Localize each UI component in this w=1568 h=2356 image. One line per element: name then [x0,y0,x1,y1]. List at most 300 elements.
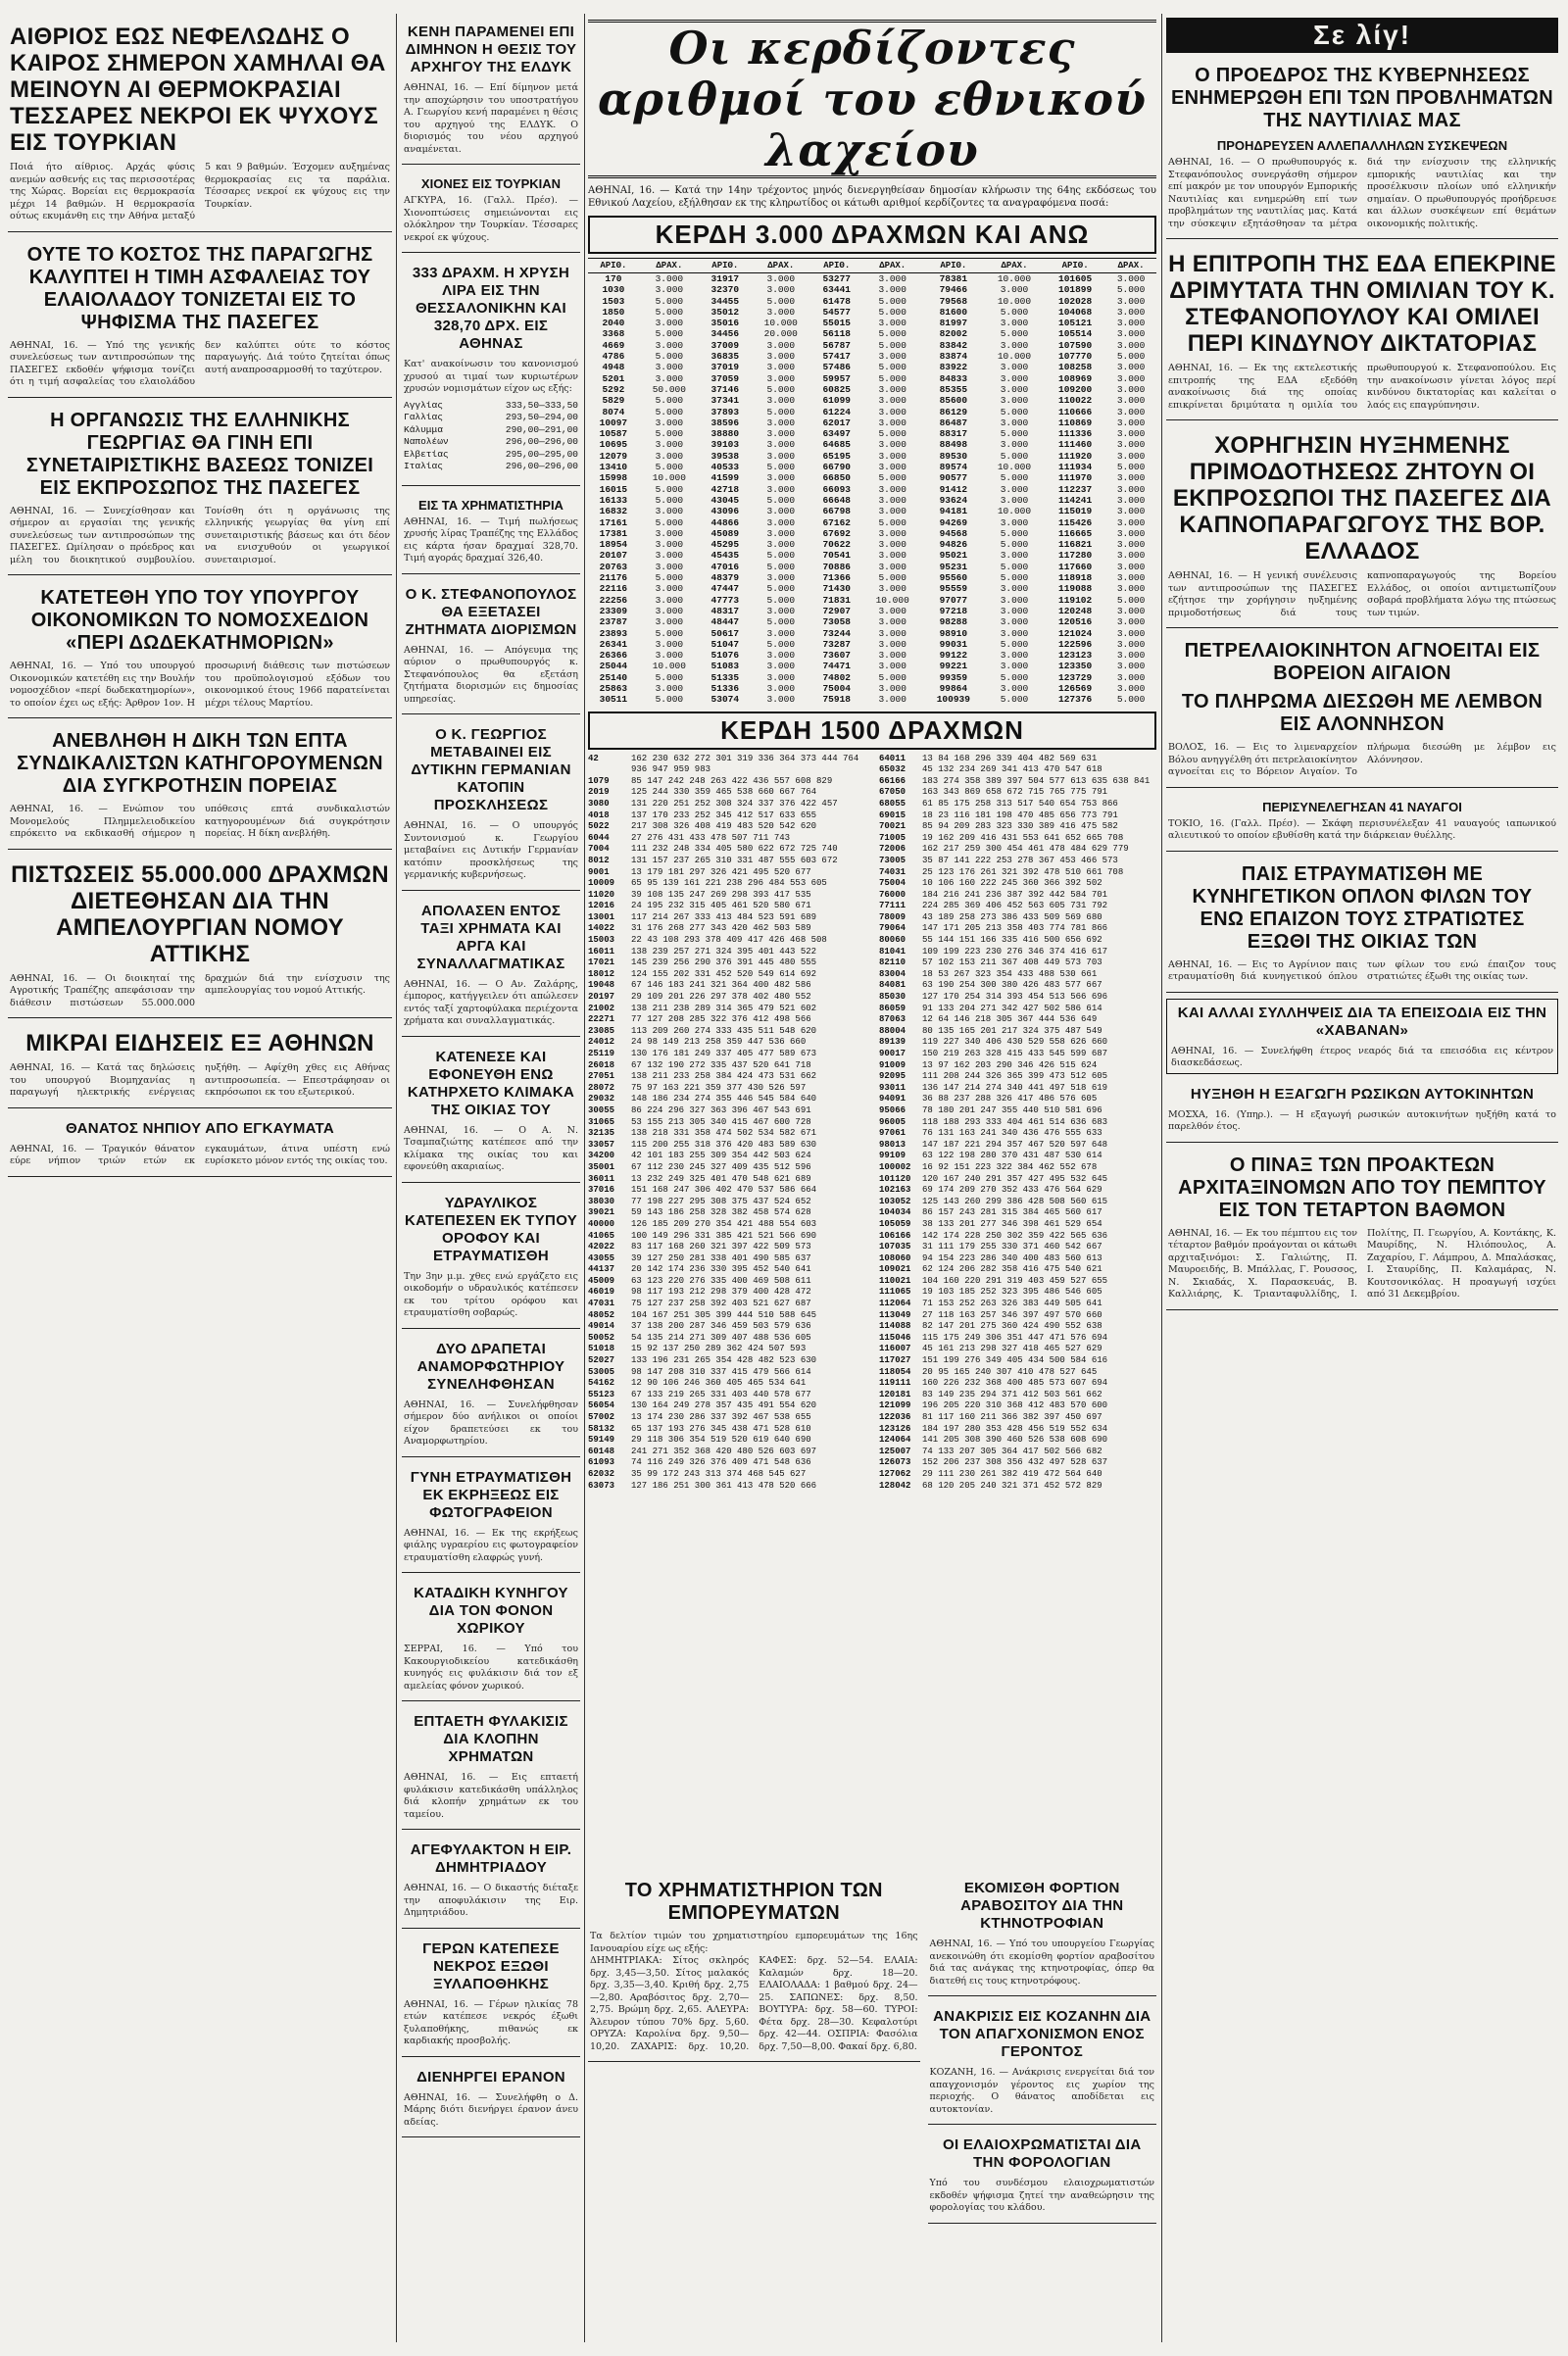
prize-amount: 3.000 [766,627,796,639]
commodities-column [588,1874,920,2230]
ticket-number: 51335 [710,671,740,683]
gold-rate-row: Ελβετίας 295,00—295,00 [404,448,578,460]
small-prize-numbers: 142 174 228 250 302 359 422 565 636 [922,1230,1108,1241]
small-prize-head: 115046 [879,1332,911,1343]
small-prize-numbers: 16 92 151 223 322 384 462 552 678 [922,1161,1098,1172]
small-prize-head: 119111 [879,1378,911,1389]
small-prize-numbers: 19 103 185 252 323 395 486 546 605 [922,1287,1102,1298]
small-prize-line [879,878,1156,890]
small-prize-line [879,1037,1156,1049]
ticket-number: 63441 [822,284,851,296]
prize-amount: 10.000 [763,318,798,329]
ticket-number: 79568 [939,295,968,307]
arrests-article [402,1335,580,1457]
small-prize-line [879,1004,1156,1015]
column-divider [1161,14,1162,2342]
prize-amount: 5.000 [1000,428,1029,440]
ticket-number: 37009 [710,339,740,351]
prize-amount: 10.000 [997,295,1032,307]
small-prize-numbers: 125 244 330 359 465 538 660 667 764 [631,787,817,798]
fall-article [402,1935,580,2057]
ticket-number: 83842 [939,339,968,351]
small-prize-line [588,1355,865,1367]
small-prize-numbers: 138 218 331 358 474 502 534 582 671 [631,1128,817,1139]
ticket-number: 99359 [939,671,968,683]
credits-headline: ΠΙΣΤΩΣΕΙΣ 55.000.000 ΔΡΑΧΜΩΝ ΔΙΕΤΕΘΗΣΑΝ ΔΙΑ ΤΗΝ ΑΜΠΕΛΟΥΡΓΙΑΝ ΝΟΜΟΥ ΑΤΤΙΚΗΣ [11,860,389,967]
small-prize-head: 89139 [879,1037,906,1048]
ticket-number: 116665 [1058,527,1093,539]
prize-amount: 3.000 [1116,372,1146,384]
ticket-number: 2040 [602,318,625,329]
small-prize-line [879,912,1156,924]
prize-amount: 3.000 [766,682,796,694]
prize-amount: 5.000 [1000,306,1029,318]
hunter-body: ΣΕΡΡΑΙ, 16. — Υπό του Κακουργιοδικείου κατεδικάσθη κυνηγός εις φυλάκισιν διά τον εξ αμελείας φόνον χωρικού. [404,1644,578,1692]
prize-amount: 5.000 [655,671,684,683]
ticket-number: 73244 [822,627,851,639]
ticket-number: 51336 [710,682,740,694]
small-prize-numbers: 127 170 254 314 393 454 513 566 696 [922,992,1108,1003]
prize-amount: 3.000 [1116,671,1146,683]
ticket-number: 111970 [1058,472,1093,484]
small-prize-numbers: 113 209 260 274 333 435 511 548 620 [631,1025,817,1036]
small-prize-numbers: 138 239 257 271 324 395 401 443 522 [631,946,817,957]
ticket-number: 95559 [939,583,968,595]
ticket-number: 8074 [602,406,625,417]
ticket-number: 119088 [1058,583,1093,595]
small-prize-numbers: 19 162 209 416 431 553 641 652 665 708 [922,832,1124,843]
small-prize-numbers: 63 122 198 280 370 431 487 530 614 [922,1151,1102,1161]
ticket-number: 95560 [939,572,968,584]
big-prize-row [588,639,1156,650]
small-prize-line [879,1128,1156,1140]
prize-amount: 3.000 [1116,550,1146,562]
small-prize-numbers: 147 171 205 213 358 403 774 781 866 [922,923,1108,934]
small-prize-line [588,821,865,833]
small-prize-line [588,764,865,776]
prize-amount: 3.000 [878,682,906,694]
gold-rate-row: Ναπολέων 296,00—296,00 [404,436,578,447]
ticket-number: 39538 [710,450,740,462]
big-prize-row [588,672,1156,683]
small-prize-head: 78009 [879,911,906,922]
small-prize-line [588,1004,865,1015]
ticket-number: 86487 [939,417,968,428]
ticket-number: 18954 [599,539,628,551]
small-prize-line [588,1447,865,1458]
big-prize-row [588,340,1156,351]
cleaning-body: ΑΘΗΝΑΙ, 16. — Ο δικαστής διέταξε την αποφυλάκισιν της Ειρ. Δημητριάδου. [404,1883,578,1918]
small-prize-head: 62032 [588,1468,615,1479]
prize-amount: 3.000 [766,372,796,384]
small-prize-numbers: 74 133 207 305 364 417 502 566 682 [922,1446,1102,1456]
prize-amount: 3.000 [878,650,906,662]
prize-amount: 3.000 [1116,539,1146,551]
small-prize-head: 8012 [588,855,610,865]
small-prize-numbers: 241 271 352 368 420 480 526 603 697 [631,1446,817,1456]
small-prize-head: 113049 [879,1309,911,1320]
big-prize-header-row: ΑΡΙΘ. ΔΡΑΧ. ΑΡΙΘ. ΔΡΑΧ. ΑΡΙΘ. ΔΡΑΧ. ΑΡΙΘ. ΔΡΑΧ. ΑΡΙΘ. ΔΡΑΧ. [588,259,1156,273]
small-prize-numbers: 111 208 244 326 365 399 473 512 605 [922,1071,1108,1082]
small-prize-head: 17021 [588,957,615,968]
small-prize-numbers: 184 197 280 353 428 456 519 552 634 [922,1423,1108,1434]
big-prize-row [588,362,1156,372]
small-prize-head: 54162 [588,1378,615,1389]
small-prize-head: 99109 [879,1151,906,1161]
stefanopoulos-article [402,580,580,715]
prize-amount: 5.000 [766,594,796,606]
small-prize-line [588,1242,865,1253]
ticket-number: 47447 [710,583,740,595]
small-prize-head: 118054 [879,1366,911,1377]
ticket-number: 104068 [1058,306,1093,318]
prize-amount: 3.000 [878,627,906,639]
small-prize-line [879,992,1156,1004]
small-prize-head: 22271 [588,1014,615,1025]
hamburg-body: ΑΘΗΝΑΙ, 16. — Συνελήφθη έτερος νεαρός διά τα επεισόδια εις κέντρον διασκεδάσεως. [1171,1045,1553,1068]
eda-headline: Η ΕΠΙΤΡΟΠΗ ΤΗΣ ΕΔΑ ΕΠΕΚΡΙΝΕ ΔΡΙΜΥΤΑΤΑ ΤΗΝ ΟΜΙΛΙΑΝ ΤΟΥ Κ. ΣΤΕΦΑΝΟΠΟΥΛΟΥ ΚΑΙ ΟΜΙΛΕΙ ΠΕΡΙ ΚΙΝΔΥΝΟΥ ΔΙΚΤΑΤΟΡΙΑΣ [1168,251,1556,357]
prize-amount: 3.000 [1116,362,1146,373]
prize-amount: 3.000 [766,417,796,428]
small-prize-numbers: 27 276 431 433 478 507 711 743 [631,832,791,843]
ticket-number: 109200 [1058,383,1093,395]
small-prize-line [879,1026,1156,1038]
prize-amount: 3.000 [1116,450,1146,462]
ticket-number: 4669 [602,339,625,351]
woman-body: ΑΘΗΝΑΙ, 16. — Εκ της εκρήξεως φιάλης υγραερίου εις φωτογραφείον ετραυματίσθη ελαφρώς γυνή. [404,1527,578,1563]
ticket-number: 42718 [710,483,740,495]
olive-oil-headline: ΟΥΤΕ ΤΟ ΚΟΣΤΟΣ ΤΗΣ ΠΑΡΑΓΩΓΗΣ ΚΑΛΥΠΤΕΙ Η ΤΙΜΗ ΑΣΦΑΛΕΙΑΣ ΤΟΥ ΕΛΑΙΟΛΑΔΟΥ ΤΟΝΙΖΕΤΑΙ ΕΙΣ ΤΟ ΨΗΦΙΣΜΑ ΤΗΣ ΠΑΣΕΓΕΣ [26,243,373,333]
small-prize-numbers: 125 143 260 299 386 428 508 560 615 [922,1196,1108,1206]
small-prize-line [879,867,1156,879]
small-prize-head: 70021 [879,821,906,832]
small-prize-head: 106166 [879,1230,911,1241]
ticket-number: 88498 [939,439,968,451]
small-prize-line [588,890,865,902]
small-prize-numbers: 18 23 116 181 198 470 485 656 773 791 [922,810,1118,820]
small-prize-line [879,1253,1156,1265]
small-prize-numbers: 39 108 135 247 269 298 393 417 535 [631,889,811,900]
big-prize-row [588,351,1156,362]
ticket-number: 31917 [710,273,740,284]
prize-amount: 3.000 [1116,472,1146,484]
prize-amount: 5.000 [878,671,906,683]
ticket-number: 30511 [599,694,628,706]
ticket-number: 45295 [710,539,740,551]
small-prize-numbers: 217 308 326 408 419 483 520 542 620 [631,821,817,832]
small-prize-head: 26018 [588,1059,615,1070]
big-prize-row [588,284,1156,295]
ticket-number: 108969 [1058,372,1093,384]
prize-amount: 3.000 [1000,594,1029,606]
ticket-number: 79466 [939,284,968,296]
small-prize-head: 126073 [879,1457,911,1468]
ticket-number: 120248 [1058,605,1093,616]
section-badge: Σε λίγ! [1166,18,1558,53]
small-prize-head: 39021 [588,1207,615,1218]
small-prize-head: 69015 [879,810,906,820]
russia-body: ΜΟΣΧΑ, 16. (Υπηρ.). — Η εξαγωγή ρωσικών αυτοκινήτων ηυξήθη κατά το παρελθόν έτος. [1168,1108,1556,1132]
ticket-number: 43096 [710,506,740,517]
small-prize-head: 108060 [879,1252,911,1263]
prize-amount: 3.000 [1000,661,1029,672]
small-prize-line [588,1162,865,1174]
prize-amount: 3.000 [766,572,796,584]
small-prize-numbers: 83 117 168 260 321 397 422 509 573 [631,1242,811,1252]
prize-amount: 3.000 [1116,572,1146,584]
small-prize-head: 123126 [879,1423,911,1434]
weather-headline: ΑΙΘΡΙΟΣ ΕΩΣ ΝΕΦΕΛΩΔΗΣ Ο ΚΑΙΡΟΣ ΣΗΜΕΡΟΝ ΧΑΜΗΛΑΙ ΘΑ ΜΕΙΝΟΥΝ ΑΙ ΘΕΡΜΟΚΡΑΣΙΑΙ ΤΕΣΣΑΡΕΣ ΝΕΚΡΟΙ ΕΚ ΨΥΧΟΥΣ ΕΙΣ ΤΟΥΡΚΙΑΝ [10,24,386,156]
small-prize-numbers: 37 138 200 287 346 459 503 579 636 [631,1321,811,1332]
small-prize-line [879,1060,1156,1072]
ticket-number: 123123 [1058,650,1093,662]
ticket-number: 23309 [599,605,628,616]
small-prize-head: 47031 [588,1299,615,1309]
small-prize-line [588,787,865,799]
ticket-number: 12079 [599,450,628,462]
prize-amount: 5.000 [1000,450,1029,462]
small-prize-numbers: 53 155 213 305 340 415 467 600 728 [631,1116,811,1127]
prize-amount: 3.000 [1000,439,1029,451]
prize-amount: 5.000 [655,694,684,706]
ticket-number: 99122 [939,650,968,662]
small-prize-numbers: 29 118 306 354 519 520 619 640 690 [631,1435,811,1446]
theft-body: ΑΘΗΝΑΙ, 16. — Ο Αν. Ζαλάρης, έμπορος, κατήγγειλεν ότι απώλεσεν εντός ταξί χαρτοφύλακα περιέχοντα χρήματα και συναλλαγματικάς. [404,978,578,1026]
small-prize-line [588,1299,865,1310]
small-prize-line [588,1083,865,1095]
cleaning-article [402,1836,580,1929]
small-prize-line [588,1060,865,1072]
small-prize-line [588,1014,865,1026]
escape-article [402,1043,580,1183]
ticket-number: 53277 [822,273,851,284]
prisoners-body: ΑΘΗΝΑΙ, 16. — Εις επταετή φυλάκισιν κατεδικάσθη υπάλληλος διά κλοπήν χρημάτων εκ του ταμείου. [404,1772,578,1820]
small-prize-numbers: 137 170 233 252 345 412 517 633 655 [631,810,817,820]
small-prize-line [879,890,1156,902]
ticket-number: 70622 [822,539,851,551]
small-prize-head: 93011 [879,1082,906,1093]
ticket-number: 20763 [599,561,628,572]
ticket-number: 1503 [602,295,625,307]
ticket-number: 94181 [939,506,968,517]
lottery-bottom-articles [588,1874,1156,2230]
small-prize-head: 44137 [588,1264,615,1275]
ticket-number: 16015 [599,483,628,495]
budget-article [8,581,392,718]
tobacco-body: ΑΘΗΝΑΙ, 16. — Η γενική συνέλευσις των αντιπροσώπων της ΠΑΣΕΓΕΣ εζήτησε την χορήγησιν ηυξημένης πριμοδοτήσεως διά τους καπνοπαραγωγούς της Βορείου Ελλάδος, οι οποίοι αντιμετωπίζουν σοβαρά προβλήματα λόγω της πτώσεως των τιμών. [1168,570,1556,618]
prize-amount: 5.000 [655,328,684,340]
pm-headline: Ο ΠΡΟΕΔΡΟΣ ΤΗΣ ΚΥΒΕΡΝΗΣΕΩΣ ΕΝΗΜΕΡΩΘΗ ΕΠΙ ΤΩΝ ΠΡΟΒΛΗΜΑΤΩΝ ΤΗΣ ΝΑΥΤΙΛΙΑΣ ΜΑΣ [1171,65,1553,131]
ticket-number: 111460 [1058,439,1093,451]
ticket-number: 59957 [822,372,851,384]
prize-amount: 3.000 [878,539,906,551]
cargo-body: ΑΘΗΝΑΙ, 16. — Υπό του υπουργείου Γεωργίας ανεκοινώθη ότι εκομίσθη φορτίον αραβοσίτου διά τας ανάγκας της κτηνοτροφίας, όπερ θα διατεθή εις τους κτηνοτρόφους. [929,1939,1154,1987]
small-prize-head: 29032 [588,1094,615,1104]
ticket-number: 35016 [710,318,740,329]
ticket-number: 13410 [599,462,628,473]
big-prize-row [588,373,1156,384]
small-prize-line [588,1140,865,1152]
ticket-number: 111336 [1058,428,1093,440]
small-prize-numbers: 138 211 238 289 314 365 479 521 602 [631,1003,817,1013]
ticket-number: 73058 [822,616,851,628]
small-prize-numbers: 20 142 174 236 330 395 452 540 641 [631,1264,811,1275]
small-prize-line [588,1197,865,1208]
prize-amount: 20.000 [763,328,798,340]
small-prize-head: 94091 [879,1094,906,1104]
ticket-number: 10695 [599,439,628,451]
germany-headline: Ο Κ. ΓΕΩΡΓΙΟΣ ΜΕΤΑΒΑΙΝΕΙ ΕΙΣ ΔΥΤΙΚΗΝ ΓΕΡΜΑΝΙΑΝ ΚΑΤΟΠΙΝ ΠΡΟΣΚΛΗΣΕΩΣ [411,726,571,813]
ticket-number: 37146 [710,383,740,395]
ticket-number: 71831 [822,594,851,606]
small-prize-line [879,1219,1156,1231]
prize-amount: 3.000 [1116,273,1146,284]
ticket-number: 118918 [1058,572,1093,584]
fund-article [402,2063,580,2138]
small-prize-head: 68055 [879,798,906,809]
prize-amount: 3.000 [1116,406,1146,417]
small-prize-numbers: 67 146 183 241 321 364 400 482 586 [631,980,811,991]
gold-headline: 333 ΔΡΑΧΜ. Η ΧΡΥΣΗ ΛΙΡΑ ΕΙΣ ΤΗΝ ΘΕΣΣΑΛΟΝΙΚΗΝ ΚΑΙ 328,70 ΔΡΧ. ΕΙΣ ΑΘΗΝΑΣ [412,265,570,352]
ticket-number: 1030 [602,284,625,296]
small-prize-head: 114088 [879,1321,911,1332]
ticket-number: 66790 [822,462,851,473]
small-prize-line [879,1117,1156,1129]
temps-article [402,171,580,253]
small-prize-line [879,1185,1156,1197]
ticket-number: 48379 [710,572,740,584]
hunter-article [402,1579,580,1701]
prize-amount: 3.000 [1000,383,1029,395]
ticket-number: 60825 [822,383,851,395]
prize-amount: 5.000 [1000,328,1029,340]
prize-amount: 3.000 [1116,682,1146,694]
prize-amount: 3.000 [1116,395,1146,407]
column-divider [396,14,397,2342]
small-prize-line [588,947,865,958]
ticket-number: 62017 [822,417,851,428]
ticket-number: 37019 [710,362,740,373]
death-headline: ΘΑΝΑΤΟΣ ΝΗΠΙΟΥ ΑΠΟ ΕΓΚΑΥΜΑΤΑ [66,1119,334,1137]
small-prize-head: 90017 [879,1049,906,1059]
olive-oil-body: ΑΘΗΝΑΙ, 16. — Υπό της γενικής συνελεύσεως των αντιπροσώπων της ΠΑΣΕΓΕΣ εκδοθέν ψήφισμα τονίζει ότι η τιμή ασφαλείας του ελαιολάδου δεν καλύπτει ούτε το κόστος παραγωγής. Διά τούτο ζητείται όπως αυτή αναπροσαρμοσθή το ταχύτερον. [10,339,390,387]
ticket-number: 56787 [822,339,851,351]
commodities-headline: ΤΟ ΧΡΗΜΑΤΙΣΤΗΡΙΟΝ ΤΩΝ ΕΜΠΟΡΕΥΜΑΤΩΝ [624,1880,883,1924]
column-divider [584,14,585,2342]
small-prize-head: 51018 [588,1344,615,1354]
small-prize-head: 66166 [879,775,906,786]
small-prize-line [588,1390,865,1401]
ticket-number: 101605 [1058,273,1093,284]
prize-amount: 3.000 [1116,295,1146,307]
ticket-number: 122596 [1058,638,1093,650]
news-body: ΑΘΗΝΑΙ, 16. — Κατά τας δηλώσεις του υπουργού Βιομηχανίας η παραγωγή ηλεκτρικής ενέργειας ηυξήθη. — Αφίχθη χθες εις Αθήνας αντιπροσωπεία. — Επεστράφησαν οι εκπρόσωποι εκ του εξωτερικού. [10,1062,390,1098]
prize-amount: 3.000 [766,339,796,351]
prize-amount: 3.000 [1000,550,1029,562]
prize-amount: 3.000 [1000,494,1029,506]
prize-amount: 3.000 [655,284,684,296]
small-prize-line [879,1469,1156,1481]
ticket-number: 5201 [602,372,625,384]
small-prize-line [588,912,865,924]
big-prize-row [588,683,1156,694]
small-prize-numbers: 13 232 249 325 401 470 548 621 689 [631,1173,811,1184]
prize-amount: 5.000 [878,516,906,528]
small-prize-line [588,1344,865,1355]
prize-amount: 5.000 [655,483,684,495]
budget-headline: ΚΑΤΕΤΕΘΗ ΥΠΟ ΤΟΥ ΥΠΟΥΡΓΟΥ ΟΙΚΟΝΟΜΙΚΩΝ ΤΟ ΝΟΜΟΣΧΕΔΙΟΝ «ΠΕΡΙ ΔΩΔΕΚΑΤΗΜΟΡΙΩΝ» [30,587,369,654]
prize-amount: 3.000 [766,273,796,284]
prize-amount: 3.000 [1116,516,1146,528]
big-prize-row [588,650,1156,661]
kozani-article [928,2002,1156,2125]
small-prize-line [879,1287,1156,1299]
small-prize-head: 65032 [879,764,906,775]
small-prize-head: 91009 [879,1059,906,1070]
small-prize-head: 20197 [588,992,615,1003]
small-prize-head: 30055 [588,1104,615,1115]
ticket-number: 112237 [1058,483,1093,495]
small-prize-numbers: 91 133 204 271 342 427 502 586 614 [922,1003,1102,1013]
small-prize-line [588,1207,865,1219]
big-prize-row [588,595,1156,606]
small-prize-line [879,901,1156,912]
prize-amount: 5.000 [1000,572,1029,584]
small-prize-line [879,1321,1156,1333]
prize-amount: 5.000 [878,472,906,484]
ticket-number: 121024 [1058,627,1093,639]
prize-amount: 3.000 [878,462,906,473]
small-prize-line [588,923,865,935]
small-prize-numbers: 59 143 186 258 328 382 458 574 628 [631,1207,811,1218]
prize-amount: 3.000 [878,318,906,329]
small-prize-line [588,1174,865,1186]
ticket-number: 88317 [939,428,968,440]
small-prize-line [588,1253,865,1265]
small-prize-head: 19048 [588,980,615,991]
temps-body: ΑΓΚΥΡΑ, 16. (Γαλλ. Πρέσ). — Χιονοπτώσεις σημειώνονται εις ολόκληρον την Τουρκίαν. Τέσσαρες νεκροί εκ ψύχους. [404,195,578,243]
ticket-number: 38880 [710,428,740,440]
small-prize-line [879,799,1156,810]
small-prize-line [588,799,865,810]
ticket-number: 1850 [602,306,625,318]
small-prize-head: 27051 [588,1071,615,1082]
ticket-number: 38596 [710,417,740,428]
small-prize-numbers: 78 180 201 247 355 440 510 581 696 [922,1104,1102,1115]
prize-amount: 3.000 [766,483,796,495]
lottery-intro: ΑΘΗΝΑΙ, 16. — Κατά την 14ην τρέχοντος μηνός διενεργηθείσαν δημοσίαν κλήρωσιν της 64ης εκδόσεως του Εθνικού Λαχείου, εξήλθησαν εκ της κληρωτίδος οι κάτωθι αριθμοί κερδίζοντες τα αναγραφόμενα ποσά: [588,185,1156,209]
russia-headline: ΗΥΞΗΘΗ Η ΕΞΑΓΩΓΗ ΡΩΣΙΚΩΝ ΑΥΤΟΚΙΝΗΤΩΝ [1190,1085,1535,1103]
small-prize-numbers: 15 92 137 250 289 362 424 507 593 [631,1344,807,1354]
small-prize-line [588,1071,865,1083]
prize-amount: 3.000 [766,650,796,662]
big-prize-row [588,296,1156,307]
prize-amount: 3.000 [766,694,796,706]
small-prize-line [879,764,1156,776]
small-prize-numbers: 45 132 234 269 341 413 470 547 618 [922,764,1102,775]
prize-amount: 3.000 [1000,682,1029,694]
big-prize-row [588,273,1156,285]
small-prize-numbers: 131 220 251 252 308 324 337 376 422 457 [631,798,838,809]
small-prize-head: 102163 [879,1185,911,1196]
news-headline: ΜΙΚΡΑΙ ΕΙΔΗΣΕΙΣ ΕΞ ΑΘΗΝΩΝ [25,1030,374,1056]
prize-amount: 3.000 [1116,506,1146,517]
prize-amount: 3.000 [1000,516,1029,528]
small-prize-numbers: 54 135 214 271 309 407 488 536 605 [631,1332,811,1343]
small-prize-head: 73005 [879,855,906,865]
small-prize-head: 12016 [588,901,615,911]
small-prize-head: 75004 [879,878,906,889]
